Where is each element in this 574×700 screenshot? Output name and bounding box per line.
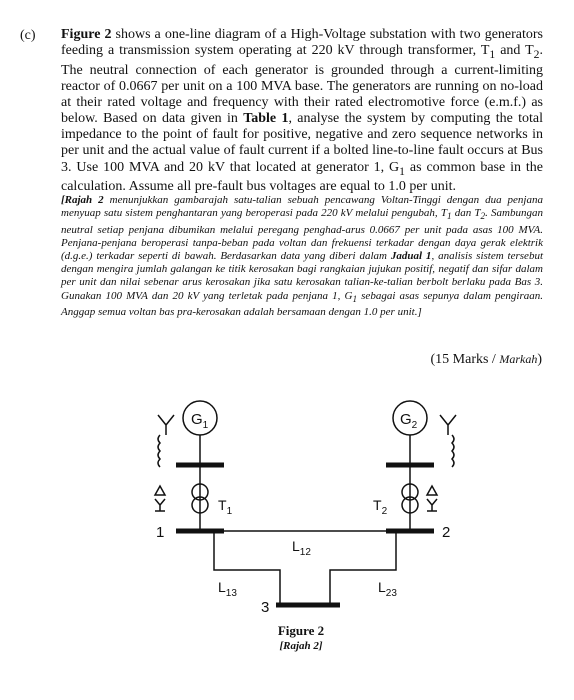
- question-text-part: . The neutral connection of each generator is grounded through a current-limiting reactor of 0.0667 per unit on a 100 MVA base. The generators are running on no-load at their rated voltage and frequency with their rated electromotive force (e.m.f.) as below. Based on data given in: [61, 43, 543, 127]
- question-text-part: and T: [495, 43, 534, 59]
- transformer-2-delta: [427, 486, 437, 495]
- transformer-1-wye: [155, 499, 165, 511]
- question-text-part: as common base in the calculation. Assume all pre-fault bus voltages are equal to 1.0 per unit.: [61, 159, 544, 195]
- question-text-part: , analisis sistem tersebut dengan mengira jumlah galangan ke titik kerosakan bagi rangkaian jujukan positif, negatif dan sifar dalam per unit dan nilai sebenar arus kerosakan jika satu kerosakan talian-ke-talian berbolt berlaku pada Bas 3. Gunakan 100 MVA dan 20 kV yang terletak pada penjana 1, G: [61, 250, 543, 302]
- question-text-part: , analyse the system by computing the total impedance to the point of fault for positive, negative and zero sequence networks in per unit and the actual value of fault current if a bolted line-to-line fault occurs at Bus 3. Use 100 MVA and 20 kV that located at generator 1, G: [61, 111, 543, 175]
- marks-english: (15 Marks /: [430, 352, 500, 367]
- bus-2-label: 2: [442, 524, 451, 541]
- figure-ref: Figure 2: [61, 27, 112, 42]
- subscript: 1: [446, 211, 452, 222]
- subscript: 2: [533, 47, 540, 61]
- generator-2-neutral-wye: [440, 415, 456, 435]
- one-line-diagram: [0, 395, 574, 623]
- question-text-part: shows a one-line diagram of a High-Voltage substation with two generators feeding a transmission system operating at 220 kV through transformer, T: [61, 27, 543, 59]
- marks-malay: Markah: [499, 352, 538, 366]
- generator-1-neutral-wye: [158, 415, 174, 435]
- marks-close: ): [537, 352, 542, 367]
- line-l23-label: $L_{23}$: [378, 579, 397, 599]
- generator-2-label: $G_2$: [400, 411, 418, 431]
- subscript: 1: [489, 47, 496, 61]
- figure-caption: Figure 2: [277, 623, 325, 638]
- transformer-2-wye: [427, 499, 437, 511]
- figure-ref-malay: [Rajah 2: [61, 194, 104, 206]
- bus-3-label: 3: [261, 599, 270, 616]
- question-text-english: [61, 27, 543, 196]
- bus-1-label: 1: [156, 524, 165, 541]
- question-text-part: sebagai asas sepunya dalam pengiraan. Anggap semua voltan bas pra-kerosakan adalah bersamaan dengan 1.0 per unit.]: [61, 289, 543, 318]
- table-ref-malay: Jadual 1: [390, 250, 432, 262]
- table-ref: Table 1: [243, 111, 289, 127]
- marks: [431, 352, 543, 368]
- subscript: 1: [399, 164, 405, 178]
- transformer-1-label: $T_1$: [218, 497, 233, 517]
- subscript: 1: [352, 293, 358, 304]
- generator-1-label: $G_1$: [191, 411, 209, 431]
- generator-2-reactor: [452, 435, 454, 467]
- subscript: 2: [480, 211, 486, 222]
- line-l13: [214, 547, 280, 580]
- question-text-part: . Sambungan neutral setiap penjana dibumikan melalui peregang penghad-arus 0.0667 per unit pada asas 100 MVA. Penjana-penjana beroperasi tanpa-beban pada voltan dan frekuensi terkadar dengan daya gerak elektrik (d.g.e.) terkadar seperti di bawah. Berdasarkan data yang diberi dalam: [61, 207, 543, 262]
- transformer-2-label: $T_2$: [373, 497, 388, 517]
- line-l23: [330, 547, 396, 580]
- line-l13-label: $L_{13}$: [218, 579, 237, 599]
- line-l12-label: $L_{12}$: [292, 538, 311, 558]
- transformer-1-delta: [155, 486, 165, 495]
- figure-caption-malay: [Rajah 2]: [279, 640, 323, 652]
- question-text-part: menunjukkan gambarajah satu-talian sebuah pencawang Voltan-Tinggi dengan dua penjana menyuap satu sistem penghantaran yang beroperasi pada 220 kV melalui pengubah, T: [61, 194, 543, 220]
- question-text-malay: [61, 194, 543, 319]
- generator-1-reactor: [158, 435, 160, 467]
- question-label: (c): [20, 28, 36, 43]
- question-text-part: dan T: [451, 207, 481, 220]
